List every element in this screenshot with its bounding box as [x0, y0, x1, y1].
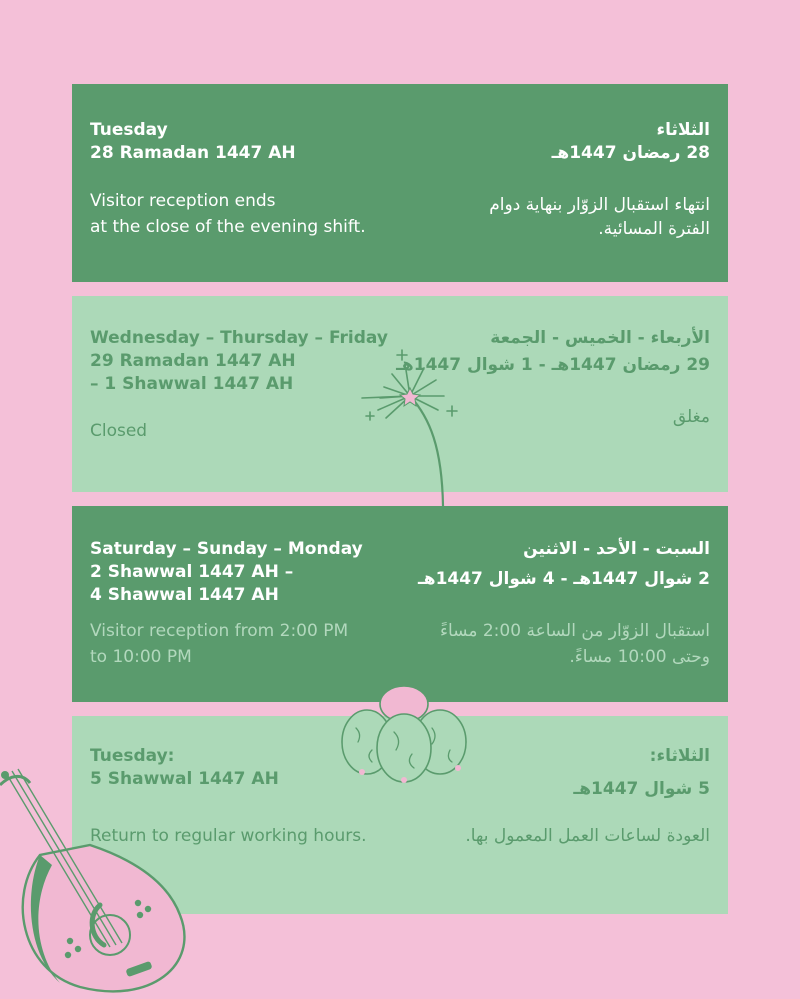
card-2-en-date-2: – 1 Shawwal 1447 AH: [90, 374, 294, 394]
card-2-en-text-1: Closed: [90, 421, 148, 441]
card-3-ar-text-1: استقبال الزوّار من الساعة 2:00 مساءً: [440, 621, 710, 641]
card-3-en-date-2: 4 Shawwal 1447 AH: [90, 585, 279, 605]
card-1-ar-text-1: انتهاء استقبال الزوّار بنهاية دوام: [489, 195, 710, 215]
card-2-en-date-1: 29 Ramadan 1447 AH: [90, 351, 296, 371]
card-2-ar-day: الأربعاء - الخميس - الجمعة: [490, 328, 710, 348]
card-4-en-text-1: Return to regular working hours.: [90, 826, 367, 846]
dates-icon: [332, 680, 482, 785]
card-2-ar-date: 29 رمضان 1447هـ - 1 شوال 1447هـ: [396, 355, 710, 375]
card-4-ar-text-1: العودة لساعات العمل المعمول بها.: [465, 826, 710, 846]
card-2-en-day: Wednesday – Thursday – Friday: [90, 328, 388, 348]
card-1-ar-date: 28 رمضان 1447هـ: [551, 143, 710, 163]
card-3-ar-date: 2 شوال 1447هـ - 4 شوال 1447هـ: [417, 569, 710, 589]
card-1-en-text-1: Visitor reception ends: [90, 191, 276, 211]
card-2-ar-text-1: مغلق: [672, 407, 710, 427]
card-3-en-text-2: to 10:00 PM: [90, 647, 192, 667]
card-4-ar-day: الثلاثاء:: [649, 746, 710, 766]
oud-icon: [0, 765, 200, 999]
schedule-card-3: [72, 506, 728, 702]
schedule-card-1: [72, 84, 728, 282]
card-3-en-date-1: 2 Shawwal 1447 AH –: [90, 562, 294, 582]
card-1-ar-day: الثلاثاء: [656, 120, 710, 140]
card-1-en-text-2: at the close of the evening shift.: [90, 217, 366, 237]
card-1-en-date: 28 Ramadan 1447 AH: [90, 143, 296, 163]
card-4-en-day: Tuesday:: [90, 746, 175, 766]
card-3-en-day: Saturday – Sunday – Monday: [90, 539, 363, 559]
card-1-ar-text-2: الفترة المسائية.: [598, 219, 710, 239]
sparkler-icon: [340, 338, 480, 510]
card-4-en-date: 5 Shawwal 1447 AH: [90, 769, 279, 789]
card-3-en-text-1: Visitor reception from 2:00 PM: [90, 621, 349, 641]
card-4-ar-date: 5 شوال 1447هـ: [573, 779, 710, 799]
card-3-ar-text-2: وحتى 10:00 مساءً.: [569, 647, 710, 667]
card-3-ar-day: السبت - الأحد - الاثنين: [523, 539, 710, 559]
card-1-en-day: Tuesday: [90, 120, 168, 140]
